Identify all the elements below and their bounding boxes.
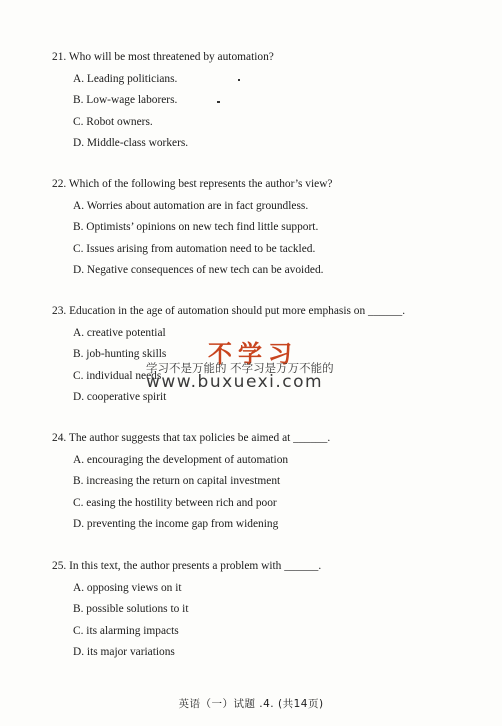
option-c: C. Robot owners.	[73, 115, 153, 128]
option-c: C. individual needs	[73, 369, 162, 382]
option-b: B. Low-wage laborers.	[73, 94, 178, 107]
option-b: B. possible solutions to it	[73, 603, 189, 616]
option-d: D. cooperative spirit	[73, 390, 167, 403]
option-b: B. increasing the return on capital investment	[73, 475, 281, 488]
watermark-url: www.buxuexi.com	[146, 372, 324, 392]
option-c: C. easing the hostility between rich and poor	[73, 496, 277, 509]
question-stem: 23. Education in the age of automation should put more emphasis on ______.	[52, 305, 406, 317]
option-c: C. Issues arising from automation need to be tackled.	[73, 242, 316, 255]
watermark-title: 不学习	[208, 340, 298, 368]
question-stem: 25. In this text, the author presents a problem with ______.	[52, 560, 322, 572]
scan-speck	[217, 101, 220, 103]
option-d: D. Negative consequences of new tech can be avoided.	[73, 263, 324, 276]
option-d: D. preventing the income gap from widening	[73, 517, 279, 530]
option-b: B. job-hunting skills	[73, 348, 167, 361]
option-d: D. its major variations	[73, 645, 175, 658]
question-21	[52, 50, 472, 157]
question-stem: 22. Which of the following best represents the author’s view?	[52, 178, 333, 190]
option-a: A. Leading politicians.	[73, 73, 178, 85]
question-stem: 24. The author suggests that tax policies be aimed at ______.	[52, 432, 331, 444]
page-footer: 英语（一）试题 .4. (共14页)	[178, 698, 324, 710]
option-a: A. opposing views on it	[73, 582, 182, 594]
scan-speck	[238, 79, 240, 81]
option-b: B. Optimists’ opinions on new tech find little support.	[73, 221, 319, 234]
option-a: A. encouraging the development of automation	[73, 454, 289, 466]
question-24	[52, 431, 472, 538]
watermark-subtitle: 学习不是万能的 不学习是万万不能的	[146, 361, 334, 375]
option-a: A. creative potential	[73, 327, 166, 339]
question-stem: 21. Who will be most threatened by automation?	[52, 51, 274, 63]
option-d: D. Middle-class workers.	[73, 136, 189, 149]
option-a: A. Worries about automation are in fact groundless.	[73, 200, 309, 212]
question-25	[52, 559, 472, 666]
option-c: C. its alarming impacts	[73, 624, 179, 637]
question-22	[52, 177, 472, 284]
